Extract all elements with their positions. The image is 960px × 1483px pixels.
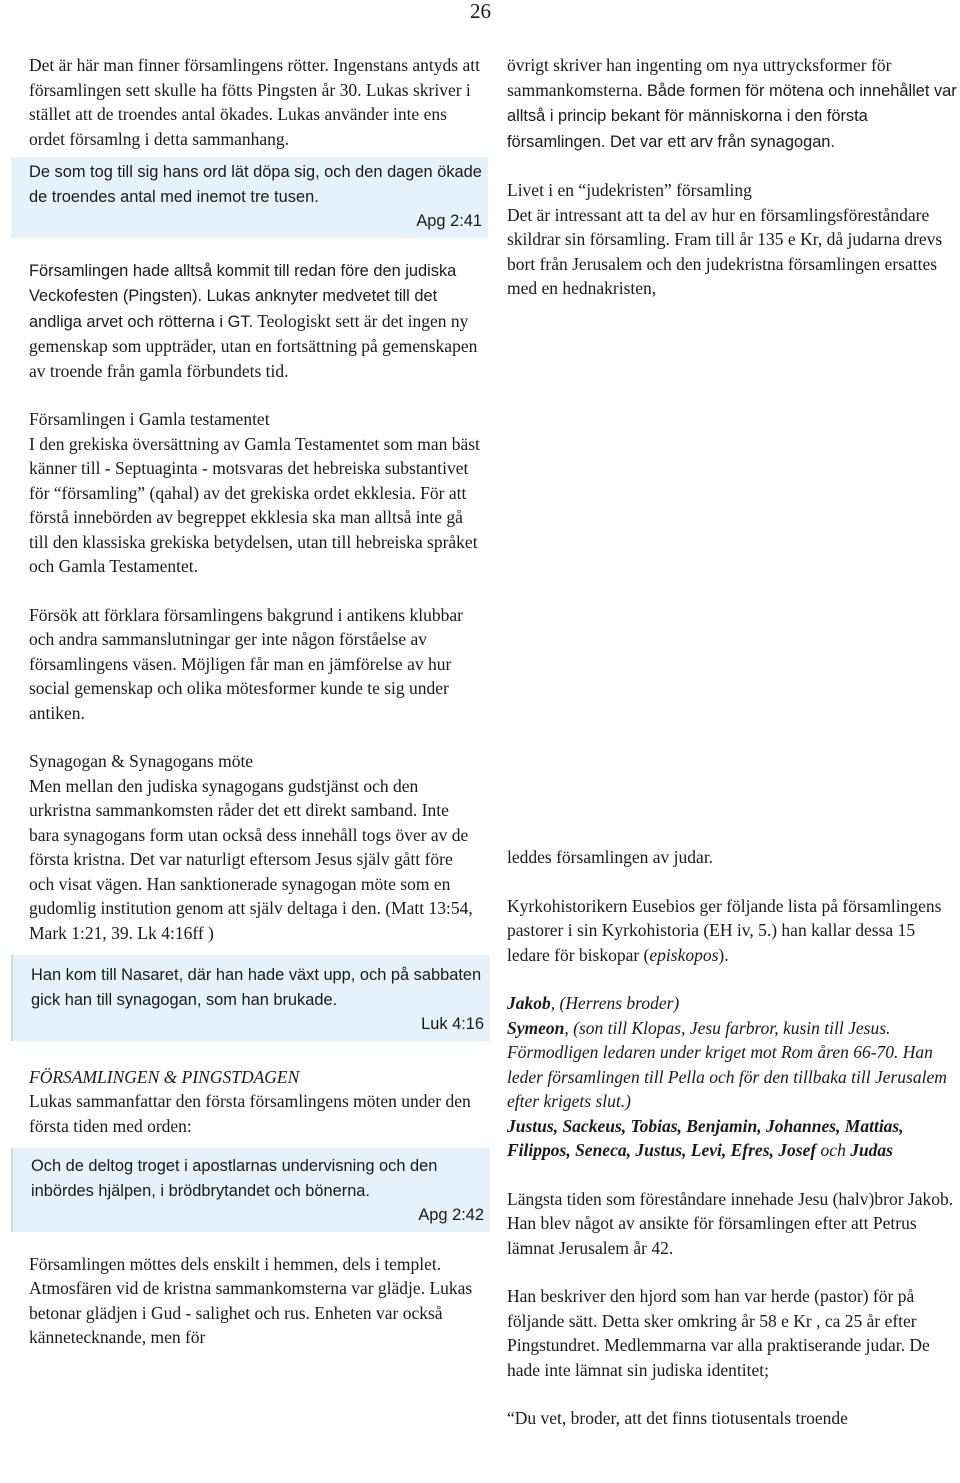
hjord-paragraph: Han beskriver den hjord som han var herde (pastor) för på följande sätt. Detta sker omkring år 58 e Kr , ca 25 år efter Pingstundret. Medlemmarna var alla praktiserande judar. De hade inte lämnat sin judiska identitet; <box>507 1286 930 1380</box>
quote-reference: Apg 2:41 <box>416 212 482 230</box>
synagogan-paragraph: Men mellan den judiska synagogans gudstjänst och den urkristna sammankomsten råder det ett direkt samband. Inte bara synagogans form utan också dess innehåll togs över av de första kristna. Det var naturligt eftersom Jesus själv gått före och visat vägen. Han sanktionerade synagogan möte som en gudomlig institution genom att själv deltaga i den. (Matt 13:54, Mark 1:21, 39. Lk 4:16ff ) <box>29 775 473 943</box>
page-number: 26 <box>470 0 491 23</box>
leddes-paragraph: leddes församlingen av judar. <box>507 847 714 867</box>
veckofesten-paragraph: Församlingen hade alltså kommit till redan före den judiska Veckofesten (Pingsten). Lukas anknyter medvetet till det andliga arvet och rötterna i GT. Teologiskt sett är det ingen ny gemenskap som uppträder, utan en fortsättning på gemenskapen av troende från gamla förbundets tid. <box>29 261 478 381</box>
quote-luk-4-16 <box>11 955 490 1041</box>
intro-paragraph: Det är här man finner församlingens rötter. Ingenstans antyds att församlingen sett skulle ha fötts Pingsten år 30. Lukas skriver i stället att de troendes antal ökades. Lukas använder inte ens ordet församlng i detta sammanhang. <box>29 55 480 149</box>
bishop-list: Justus, Sackeus, Tobias, Benjamin, Johannes, Mattias, Filippos, Seneca, Justus, Levi, Efres, Josef och Judas <box>507 1115 904 1160</box>
gamla-testamentet-paragraph: I den grekiska översättning av Gamla Testamentet som man bäst känner till - Septuaginta - motsvaras det hebreiska substantivet för “församling” (qahal) av det grekiska ordet ekklesia. För att förstå innebörden av begreppet ekklesia ska man alltså inte gå till den klassiska grekiska betydelsen, utan till hebreiska språket och Gamla Testamentet. <box>29 433 480 576</box>
left-column <box>29 53 484 1350</box>
section-heading-pingstdagen: FÖRSAMLINGEN & PINGSTDAGEN <box>29 1066 300 1087</box>
quote-apg-2-41 <box>11 157 488 238</box>
quote-apg-2-42 <box>11 1148 490 1232</box>
jakob-paragraph: Längsta tiden som föreståndare innehade Jesu (halv)bror Jakob. Han blev något av ansikte för församlingen efter att Petrus lämnat Jerusalem år 42. <box>507 1188 954 1258</box>
bishop-jakob: Jakob, (Herrens broder) <box>507 993 680 1013</box>
eusebios-paragraph: Kyrkohistorikern Eusebios ger följande lista på församlingens pastorer i sin Kyrkohistoria (EH iv, 5.) han kallar dessa 15 ledare för biskopar (episkopos). <box>507 895 942 965</box>
glädje-paragraph: Församlingen möttes dels enskilt i hemmen, dels i templet. Atmosfären vid de kristna sammankomsterna var glädje. Lukas betonar glädjen i Gud - salighet och rus. Enheten var också kännetecknande, men för <box>29 1253 473 1347</box>
quote-text: De som tog till sig hans ord lät döpa sig, och den dagen ökade de troendes antal med inemot tre tusen. <box>29 163 482 206</box>
quote-text: Han kom till Nasaret, där han hade växt upp, och på sabbaten gick han till synagogan, som han brukade. <box>31 966 482 1009</box>
antiken-paragraph: Försök att förklara församlingens bakgrund i antikens klubbar och andra sammanslutningar ger inte någon förståelse av församlingens väsen. Möjligen får man en jämförelse av hur social gemenskap och olika mötesformer kunde te sig under antiken. <box>29 604 463 723</box>
right-column-bottom <box>507 845 957 1431</box>
quote-reference: Apg 2:42 <box>418 1206 484 1224</box>
right-column-top <box>507 53 957 301</box>
continued-paragraph: övrigt skriver han ingenting om nya uttrycksformer för sammankomsterna. Både formen för mötena och innehållet var alltså i princip bekant för människorna i den första församlingen. Det var ett arv från synagogan. <box>507 55 957 151</box>
quote-start: “Du vet, broder, att det finns tiotusentals troende <box>507 1408 848 1428</box>
section-heading-synagogan: Synagogan & Synagogans möte <box>29 751 254 771</box>
bishop-symeon: Symeon, (son till Klopas, Jesu farbror, kusin till Jesus. Förmodligen ledaren under kriget mot Rom åren 66-70. Han leder församlingen till Pella och för den tillbaka till Jerusalem efter krigets slut.) <box>507 1017 947 1111</box>
section-heading-judekristen: Livet i en “judekristen” församling <box>507 180 752 200</box>
quote-text: Och de deltog troget i apostlarnas undervisning och den inbördes hjälpen, i brödbrytandet och bönerna. <box>31 1157 438 1200</box>
pingstdagen-paragraph: Lukas sammanfattar den första församlingens möten under den första tiden med orden: <box>29 1091 471 1136</box>
section-heading-gamla-testamentet: Församlingen i Gamla testamentet <box>29 409 270 429</box>
quote-reference: Luk 4:16 <box>421 1015 484 1033</box>
judekristen-paragraph: Det är intressant att ta del av hur en församlingsföreståndare skildrar sin församling. Fram till år 135 e Kr, då judarna drevs bort från Jerusalem och den judekristna församlingen ersattes med en hednakristen, <box>507 204 943 298</box>
